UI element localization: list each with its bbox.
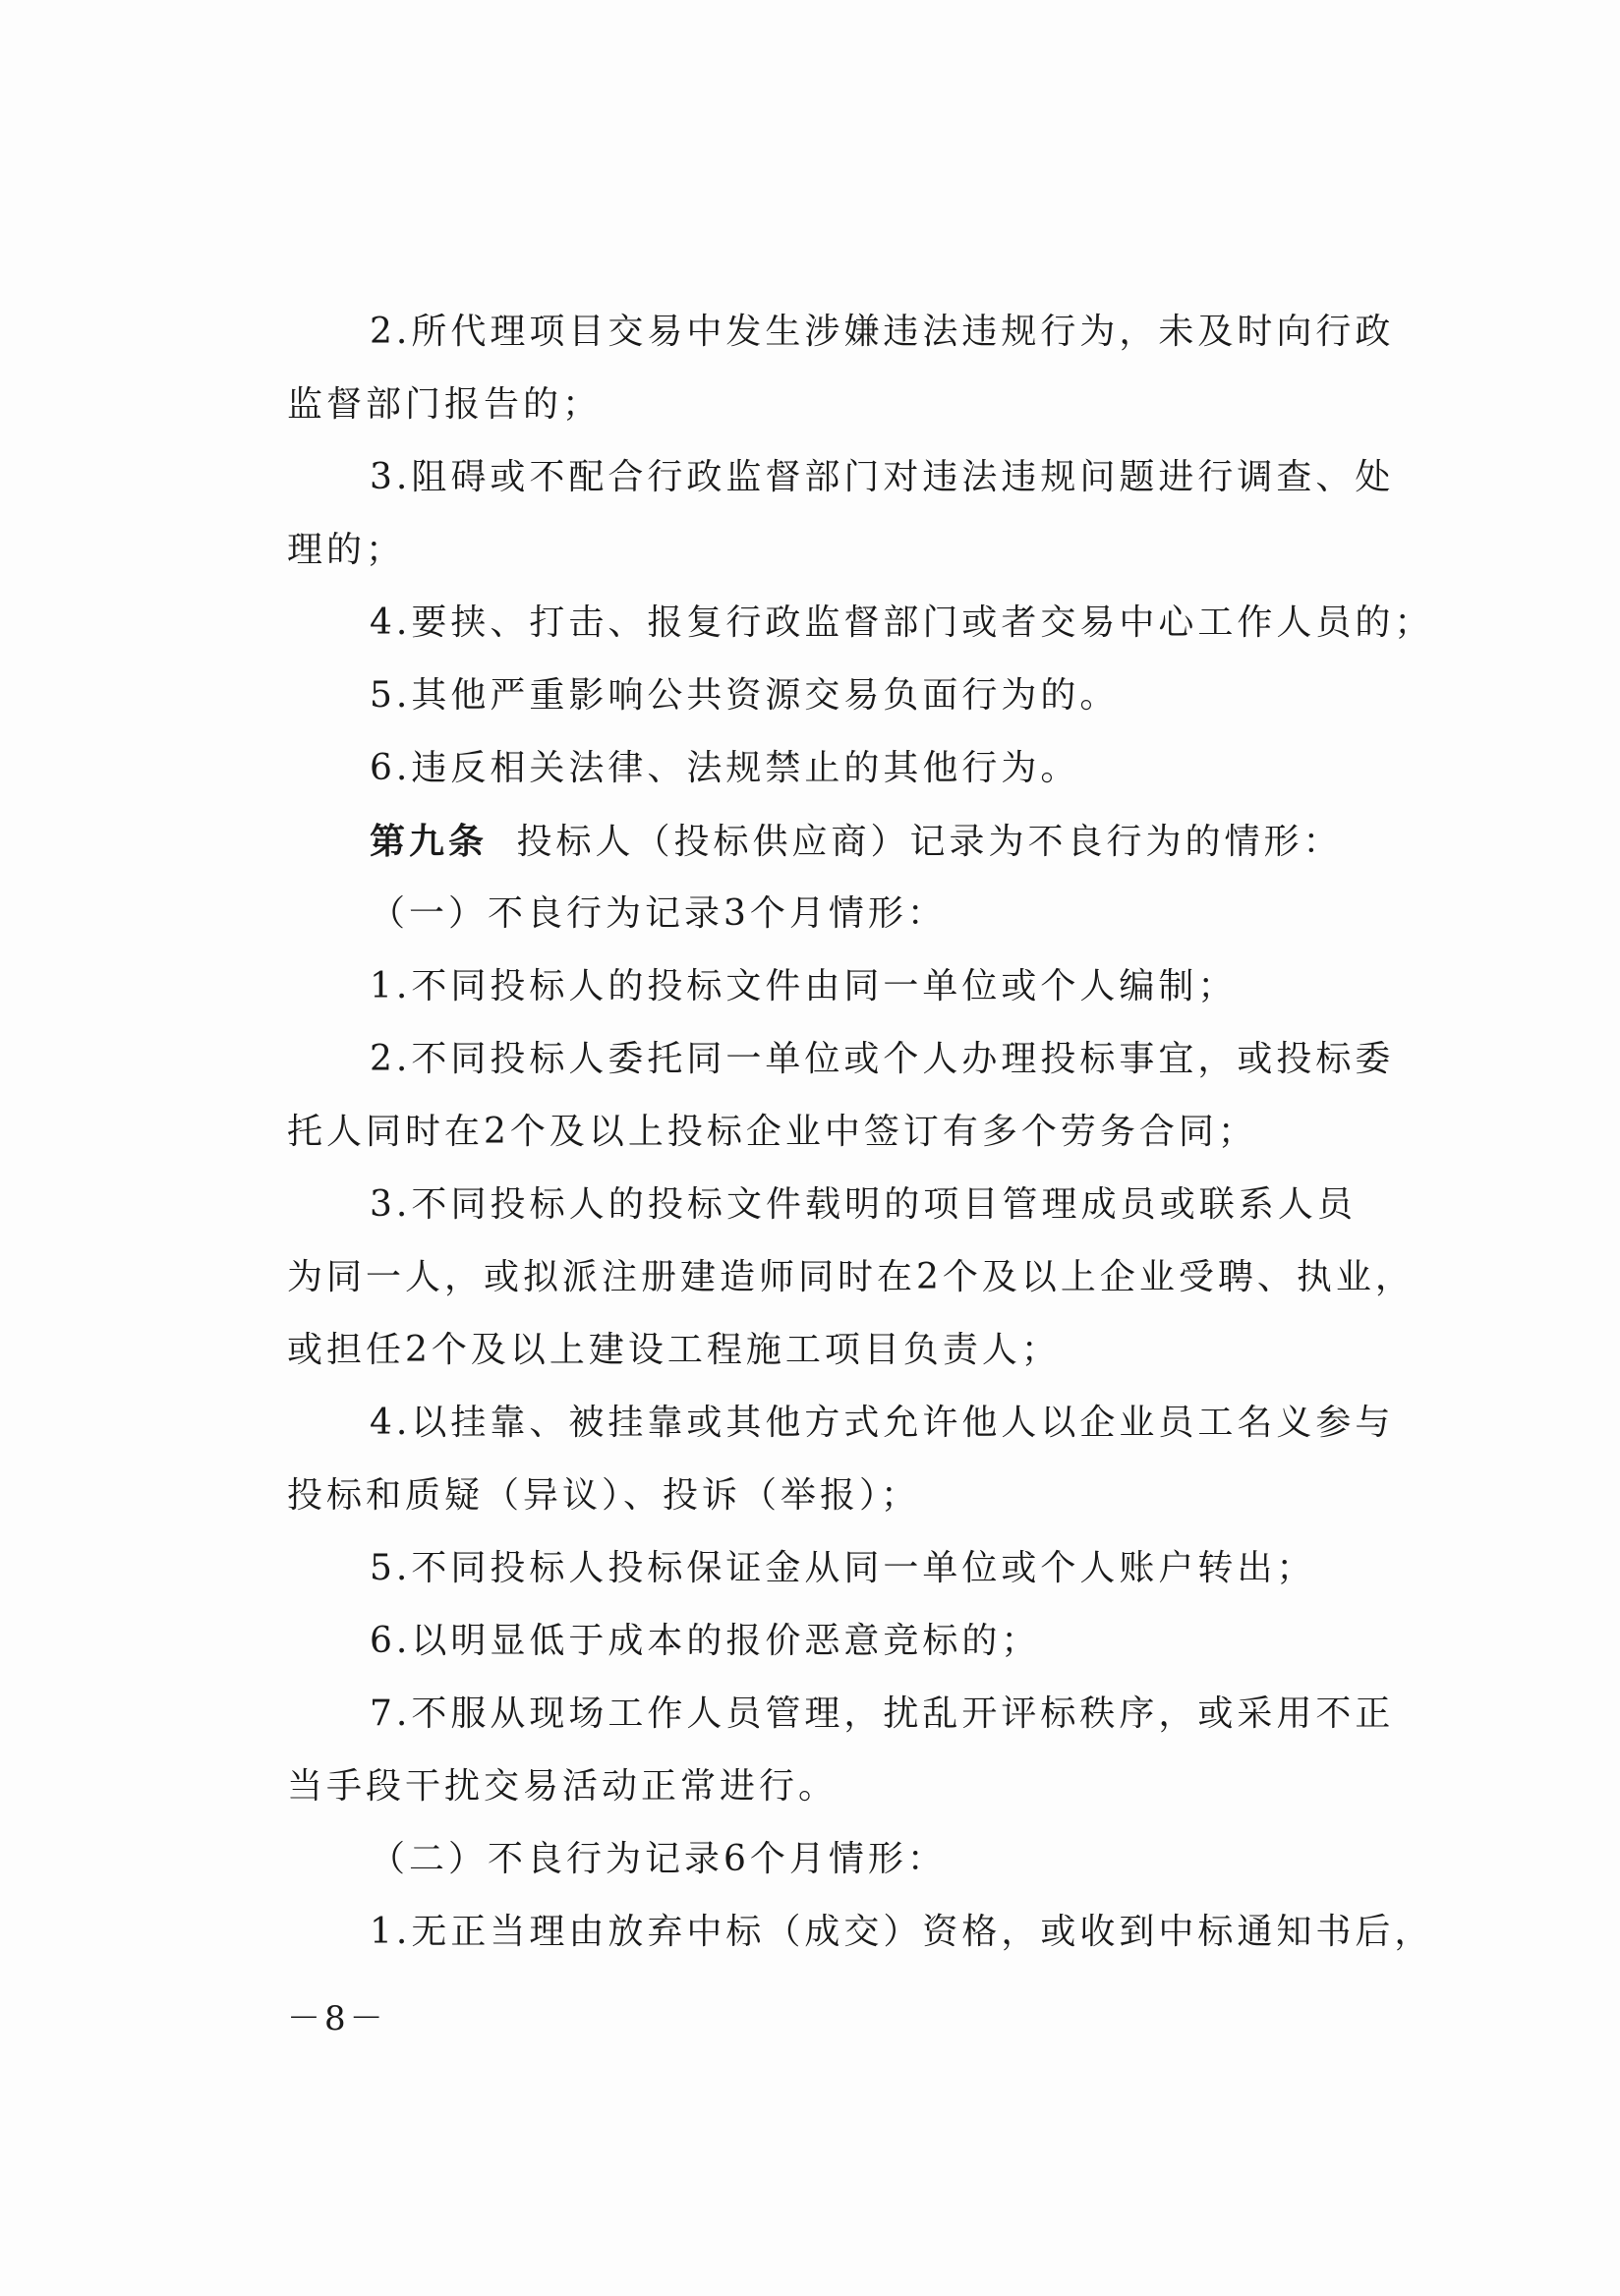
text-line: 3.阻碍或不配合行政监督部门对违法违规问题进行调查、处 — [370, 457, 1395, 497]
text-line: 7.不服从现场工作人员管理，扰乱开评标秩序，或采用不正 — [370, 1693, 1395, 1734]
text-line: 5.不同投标人投标保证金从同一单位或个人账户转出； — [370, 1548, 1316, 1588]
text-line: 托人同时在2个及以上投标企业中签订有多个劳务合同； — [287, 1112, 1257, 1152]
article-nine-heading: 第九条 — [370, 821, 489, 862]
section-heading: （一）不良行为记录3个月情形： — [370, 893, 947, 934]
text-line: 1.无正当理由放弃中标（成交）资格，或收到中标通知书后， — [370, 1912, 1434, 1952]
text-line: 为同一人，或拟派注册建造师同时在2个及以上企业受聘、执业， — [287, 1257, 1415, 1297]
page-number: －8－ — [287, 1999, 387, 2038]
section-heading: （二）不良行为记录6个月情形： — [370, 1839, 947, 1879]
text-line: 4.要挟、打击、报复行政监督部门或者交易中心工作人员的； — [370, 603, 1434, 643]
text-line: 或担任2个及以上建设工程施工项目负责人； — [287, 1330, 1061, 1370]
text-line: 理的； — [287, 530, 406, 570]
text-line: 6.以明显低于成本的报价恶意竞标的； — [370, 1621, 1041, 1661]
text-line: 5.其他严重影响公共资源交易负面行为的。 — [370, 675, 1120, 716]
text-line: 3.不同投标人的投标文件载明的项目管理成员或联系人员 — [370, 1184, 1357, 1225]
text-line: 2.所代理项目交易中发生涉嫌违法违规行为，未及时向行政 — [370, 312, 1395, 352]
article-nine-paragraph — [370, 820, 1342, 864]
text-line: 当手段干扰交易活动正常进行。 — [287, 1766, 839, 1807]
text-line: 监督部门报告的； — [287, 384, 603, 425]
text-line: 投标和质疑（异议）、投诉（举报）； — [287, 1475, 921, 1516]
text-line: 4.以挂靠、被挂靠或其他方式允许他人以企业员工名义参与 — [370, 1403, 1395, 1443]
text-line: 2.不同投标人委托同一单位或个人办理投标事宜，或投标委 — [370, 1039, 1395, 1079]
text-line: 6.违反相关法律、法规禁止的其他行为。 — [370, 748, 1080, 788]
text-line: 投标人（投标供应商）记录为不良行为的情形： — [516, 822, 1343, 862]
text-line: 1.不同投标人的投标文件由同一单位或个人编制； — [370, 966, 1238, 1006]
